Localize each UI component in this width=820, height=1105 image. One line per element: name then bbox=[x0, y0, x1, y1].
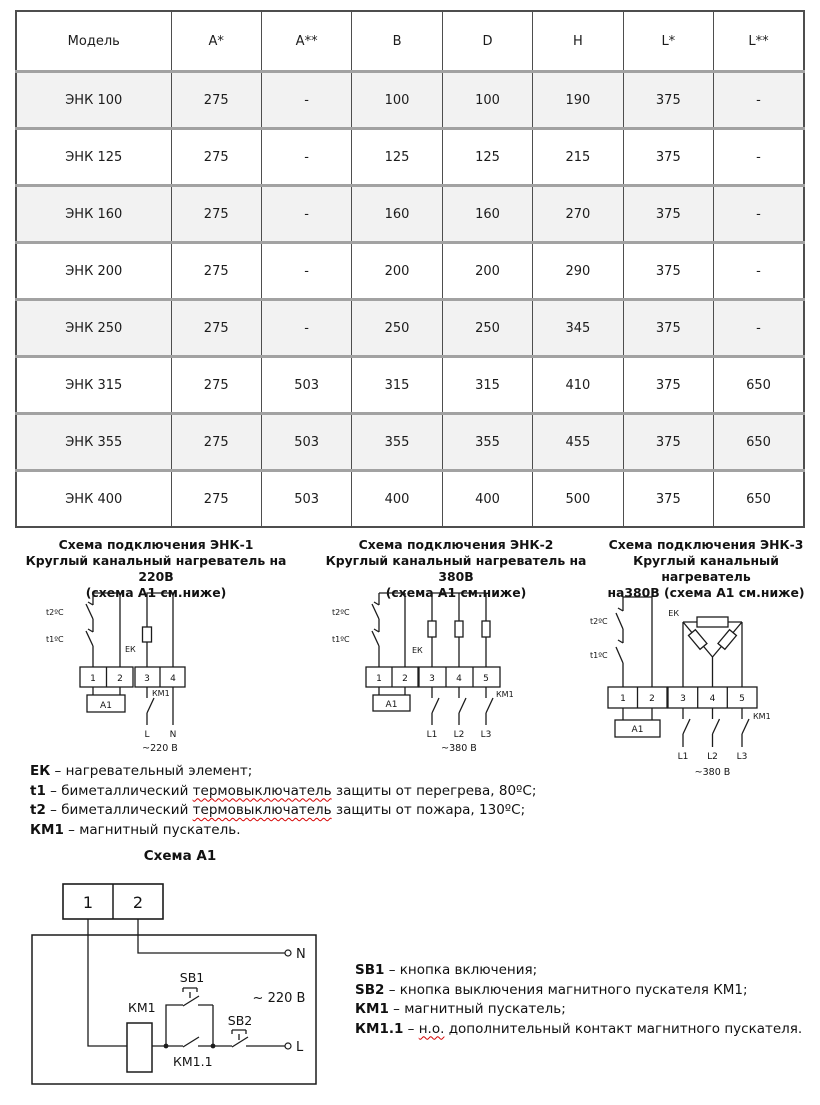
legend-text: – биметаллический bbox=[45, 782, 193, 799]
neutral-n-label: N bbox=[296, 947, 306, 962]
model-cell: ЭНК 315 bbox=[16, 357, 171, 414]
terminal-number: 3 bbox=[680, 694, 686, 704]
voltage-label: ~380 В bbox=[694, 767, 731, 778]
enk1-title-line1: Схема подключения ЭНК-1 bbox=[58, 537, 254, 552]
dimension-cell: 650 bbox=[714, 414, 804, 471]
heater-element-resistor bbox=[482, 621, 490, 637]
terminal-number: 2 bbox=[132, 893, 144, 912]
model-cell: ЭНК 200 bbox=[16, 243, 171, 300]
dimension-cell: 375 bbox=[623, 414, 713, 471]
table-row bbox=[16, 243, 804, 300]
terminal-number: 4 bbox=[456, 674, 462, 684]
dimension-cell: 503 bbox=[261, 357, 351, 414]
column-header: A* bbox=[171, 11, 261, 72]
dimension-cell: 160 bbox=[442, 186, 532, 243]
terminal-number: 4 bbox=[170, 674, 176, 684]
terminal-number: 5 bbox=[739, 694, 745, 704]
legend-key: SB1 bbox=[355, 962, 385, 978]
table-row bbox=[16, 186, 804, 243]
legend-line bbox=[30, 762, 536, 782]
legend-key: t2 bbox=[30, 802, 46, 818]
dimension-cell: 125 bbox=[442, 129, 532, 186]
l-terminal-node bbox=[285, 1043, 291, 1049]
model-cell: ЭНК 100 bbox=[16, 72, 171, 129]
dimension-cell: 275 bbox=[171, 357, 261, 414]
phase-l3-label: L3 bbox=[480, 730, 492, 740]
legend-key: КМ1 bbox=[30, 821, 64, 838]
legend-text: защиты от пожара, 130ºС; bbox=[331, 802, 526, 818]
dimension-cell: 315 bbox=[352, 357, 442, 414]
legend-text: – bbox=[403, 1020, 419, 1037]
a1-label: А1 bbox=[100, 701, 112, 711]
phase-l-label: L bbox=[296, 1040, 304, 1055]
legend-text: н.о. bbox=[418, 1020, 445, 1037]
terminal-number: 3 bbox=[429, 674, 435, 684]
dimension-cell: 275 bbox=[171, 186, 261, 243]
legend-key: SB2 bbox=[355, 981, 385, 998]
enk2-title-line1: Схема подключения ЭНК-2 bbox=[358, 537, 554, 552]
voltage-label: ~ 220 В bbox=[252, 991, 306, 1006]
dimension-cell: 455 bbox=[533, 414, 623, 471]
components-legend bbox=[30, 762, 536, 840]
ek-label: ЕК bbox=[412, 646, 423, 655]
column-header: Модель bbox=[16, 11, 171, 72]
schema-a1-diagram bbox=[25, 875, 335, 1100]
terminal-number: 1 bbox=[376, 674, 382, 684]
model-cell: ЭНК 355 bbox=[16, 414, 171, 471]
dimension-cell: 275 bbox=[171, 414, 261, 471]
legend-text: термовыключатель bbox=[192, 802, 332, 818]
dimension-cell: 275 bbox=[171, 243, 261, 300]
legend-key: КМ1 bbox=[355, 1001, 389, 1017]
t1-label: t1ºC bbox=[46, 635, 64, 644]
table-row bbox=[16, 129, 804, 186]
dimension-cell: 270 bbox=[533, 186, 623, 243]
enk3-title-line1: Схема подключения ЭНК-3 bbox=[608, 537, 804, 552]
terminal-number: 5 bbox=[483, 674, 489, 684]
n-terminal-node bbox=[285, 950, 291, 956]
dimension-cell: 375 bbox=[623, 357, 713, 414]
t1-label: t1ºC bbox=[590, 651, 608, 660]
dimension-cell: - bbox=[261, 243, 351, 300]
dimension-cell: 355 bbox=[442, 414, 532, 471]
phase-l1-label: L1 bbox=[426, 730, 438, 740]
voltage-label: ~220 В bbox=[142, 743, 178, 754]
dimension-cell: 100 bbox=[442, 72, 532, 129]
terminal-number: 4 bbox=[709, 694, 716, 704]
enk3-schematic bbox=[585, 585, 820, 785]
dimension-cell: 355 bbox=[352, 414, 442, 471]
dimension-cell: 160 bbox=[352, 186, 442, 243]
schema-a1-title: Схема А1 bbox=[143, 848, 217, 864]
legend-line bbox=[30, 821, 536, 841]
column-header: L* bbox=[623, 11, 713, 72]
junction-dot bbox=[211, 1044, 216, 1049]
dimension-cell: 503 bbox=[261, 414, 351, 471]
enk1-title-line2: Круглый канальный нагреватель на 220В bbox=[25, 553, 287, 584]
model-cell: ЭНК 400 bbox=[16, 471, 171, 528]
km1-coil bbox=[127, 1023, 152, 1072]
a1-label: А1 bbox=[631, 725, 644, 735]
legend-text: – кнопка выключения магнитного пускателя КМ1; bbox=[384, 981, 748, 998]
enk3-title-line2: Круглый канальный нагреватель bbox=[633, 553, 779, 584]
t2-label: t2ºC bbox=[46, 608, 64, 617]
sb1-label: SB1 bbox=[179, 970, 205, 985]
dimension-cell: 275 bbox=[171, 300, 261, 357]
heater-element-resistor bbox=[428, 621, 436, 637]
enk1-title-line3: (схема А1 см.ниже) bbox=[85, 585, 227, 600]
dimension-cell: 345 bbox=[533, 300, 623, 357]
column-header: A** bbox=[261, 11, 351, 72]
dimension-cell: 375 bbox=[623, 186, 713, 243]
km1-label: КМ1 bbox=[496, 690, 514, 699]
dimension-cell: - bbox=[261, 300, 351, 357]
dimension-cell: - bbox=[714, 72, 804, 129]
enk2-title-line2: Круглый канальный нагреватель на 380В bbox=[325, 553, 587, 584]
heater-element-resistor bbox=[143, 627, 152, 642]
enk3-title-line3: на380В (схема А1 см.ниже) bbox=[607, 585, 805, 600]
legend-key: t1 bbox=[30, 782, 46, 799]
table-row bbox=[16, 414, 804, 471]
neutral-n-label: N bbox=[169, 730, 177, 740]
dimension-cell: - bbox=[714, 300, 804, 357]
dimension-cell: 190 bbox=[533, 72, 623, 129]
phase-l3-label: L3 bbox=[736, 752, 748, 762]
dimension-cell: - bbox=[261, 72, 351, 129]
t2-label: t2ºC bbox=[332, 608, 350, 617]
column-header: L** bbox=[714, 11, 804, 72]
dimension-cell: 503 bbox=[261, 471, 351, 528]
dimension-cell: 375 bbox=[623, 300, 713, 357]
legend-text: дополнительный контакт магнитного пускателя. bbox=[444, 1020, 803, 1037]
heater-element-resistor bbox=[688, 630, 706, 650]
dimension-cell: 650 bbox=[714, 471, 804, 528]
dimension-cell: 375 bbox=[623, 243, 713, 300]
voltage-label: ~380 В bbox=[441, 743, 477, 754]
dimension-cell: - bbox=[714, 129, 804, 186]
dimension-cell: - bbox=[714, 186, 804, 243]
dimension-cell: 375 bbox=[623, 129, 713, 186]
table-row bbox=[16, 72, 804, 129]
dimension-cell: 400 bbox=[442, 471, 532, 528]
legend-line bbox=[355, 981, 802, 1001]
a1-label: А1 bbox=[385, 700, 398, 710]
dimension-cell: 275 bbox=[171, 129, 261, 186]
junction-dot bbox=[164, 1044, 169, 1049]
dimension-cell: 290 bbox=[533, 243, 623, 300]
column-header: H bbox=[533, 11, 623, 72]
dimension-cell: 650 bbox=[714, 357, 804, 414]
dimension-cell: 375 bbox=[623, 72, 713, 129]
terminal-number: 1 bbox=[620, 694, 626, 704]
t1-label: t1ºC bbox=[332, 635, 350, 644]
heater-element-resistor bbox=[718, 630, 736, 650]
dimension-cell: 125 bbox=[352, 129, 442, 186]
ek-label: ЕК bbox=[125, 645, 136, 654]
legend-text: – кнопка включения; bbox=[384, 962, 538, 978]
dimensions-table bbox=[15, 10, 805, 528]
km1-label: КМ1 bbox=[753, 712, 771, 721]
km1-label: КМ1 bbox=[152, 689, 170, 698]
dimension-cell: 275 bbox=[171, 471, 261, 528]
km1-label: КМ1 bbox=[128, 1000, 156, 1015]
phase-l1-label: L1 bbox=[677, 752, 689, 762]
terminal-number: 1 bbox=[90, 674, 96, 684]
dimension-cell: 200 bbox=[352, 243, 442, 300]
legend-line bbox=[355, 1000, 802, 1020]
dimension-cell: 275 bbox=[171, 72, 261, 129]
km1-1-label: КМ1.1 bbox=[173, 1054, 213, 1069]
legend-key: КМ1.1 bbox=[355, 1020, 404, 1037]
heater-element-resistor bbox=[697, 617, 728, 627]
dimension-cell: 315 bbox=[442, 357, 532, 414]
dimension-cell: 200 bbox=[442, 243, 532, 300]
dimension-cell: - bbox=[714, 243, 804, 300]
legend-text: термовыключатель bbox=[192, 782, 332, 799]
terminal-number: 2 bbox=[649, 694, 655, 704]
dimension-cell: 375 bbox=[623, 471, 713, 528]
table-row bbox=[16, 357, 804, 414]
dimension-cell: 410 bbox=[533, 357, 623, 414]
table-header-row bbox=[16, 11, 804, 72]
t2-label: t2ºC bbox=[590, 617, 608, 626]
dimension-cell: 215 bbox=[533, 129, 623, 186]
enk1-schematic bbox=[30, 585, 240, 760]
heater-element-resistor bbox=[455, 621, 463, 637]
terminal-number: 2 bbox=[402, 674, 408, 684]
legend-text: – биметаллический bbox=[45, 802, 193, 818]
legend-line bbox=[355, 961, 802, 981]
phase-l2-label: L2 bbox=[453, 730, 465, 740]
dimension-cell: 250 bbox=[442, 300, 532, 357]
sb2-label: SB2 bbox=[227, 1013, 253, 1028]
phase-l2-label: L2 bbox=[707, 752, 718, 762]
legend-text: – магнитный пускатель. bbox=[63, 821, 241, 838]
dimension-cell: 100 bbox=[352, 72, 442, 129]
model-cell: ЭНК 160 bbox=[16, 186, 171, 243]
terminal-number: 3 bbox=[144, 674, 150, 684]
legend-line bbox=[30, 782, 536, 802]
model-cell: ЭНК 125 bbox=[16, 129, 171, 186]
table-row bbox=[16, 471, 804, 528]
legend-text: защиты от перегрева, 80ºС; bbox=[331, 782, 537, 799]
legend-key: ЕК bbox=[30, 763, 51, 779]
dimension-cell: 250 bbox=[352, 300, 442, 357]
table-row bbox=[16, 300, 804, 357]
model-cell: ЭНК 250 bbox=[16, 300, 171, 357]
enk2-title-line3: (схема А1 см.ниже) bbox=[385, 585, 527, 600]
terminal-number: 1 bbox=[82, 893, 94, 912]
legend-text: – нагревательный элемент; bbox=[50, 763, 253, 779]
terminal-number: 2 bbox=[117, 674, 123, 684]
legend-line bbox=[355, 1020, 802, 1040]
legend-text: – магнитный пускатель; bbox=[388, 1001, 566, 1017]
column-header: B bbox=[352, 11, 442, 72]
column-header: D bbox=[442, 11, 532, 72]
dimension-cell: 500 bbox=[533, 471, 623, 528]
dimension-cell: - bbox=[261, 129, 351, 186]
schema-a1-legend bbox=[355, 961, 802, 1039]
legend-line bbox=[30, 801, 536, 821]
ek-label: ЕК bbox=[668, 609, 679, 618]
enk2-schematic bbox=[330, 585, 550, 760]
phase-l-label: L bbox=[144, 730, 150, 740]
dimension-cell: 400 bbox=[352, 471, 442, 528]
dimension-cell: - bbox=[261, 186, 351, 243]
